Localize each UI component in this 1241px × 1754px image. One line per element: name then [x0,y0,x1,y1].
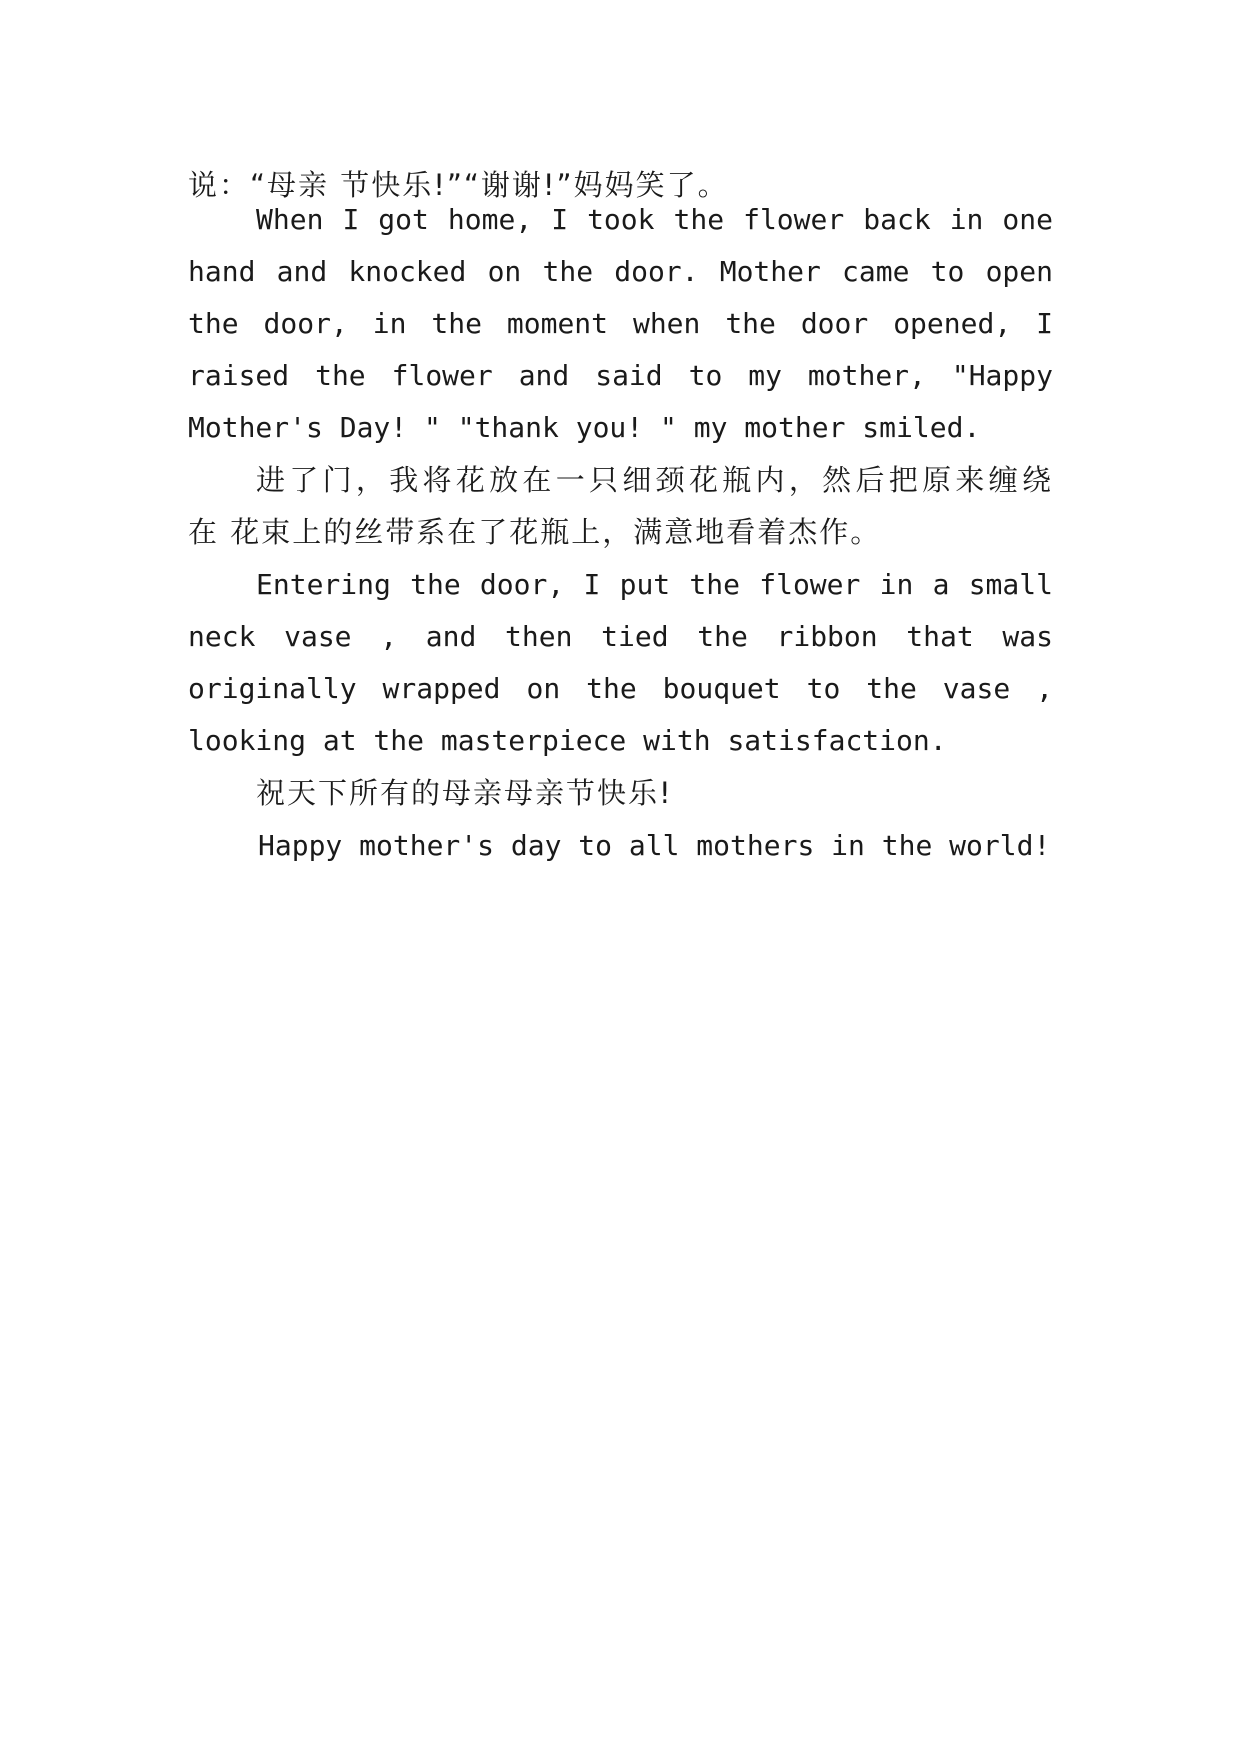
text-line: originally wrapped on the bouquet to the vase , [188,672,1053,705]
text-line: 进了门，我将花放在一只细颈花瓶内，然后把原来缠绕 [256,463,1053,497]
text-line: 说：“母亲 节快乐!”“谢谢!”妈妈笑了。 [188,168,729,202]
text-line: 在 花束上的丝带系在了花瓶上，满意地看着杰作。 [188,515,882,549]
text-line: looking at the masterpiece with satisfaction. [188,724,947,757]
text-line: raised the flower and said to my mother, "Happy [188,359,1053,392]
text-line: Entering the door, I put the flower in a small [256,568,1053,601]
text-line: 祝天下所有的母亲母亲节快乐! [256,776,673,810]
text-line: Mother's Day! " "thank you! " my mother smiled. [188,411,981,444]
text-line: the door, in the moment when the door opened, I [188,307,1053,340]
text-line: Happy mother's day to all mothers in the world! [258,829,1051,862]
text-line: neck vase , and then tied the ribbon that was [188,620,1053,653]
text-line: hand and knocked on the door. Mother came to open [188,255,1053,288]
text-line: When I got home, I took the flower back in one [256,203,1053,236]
